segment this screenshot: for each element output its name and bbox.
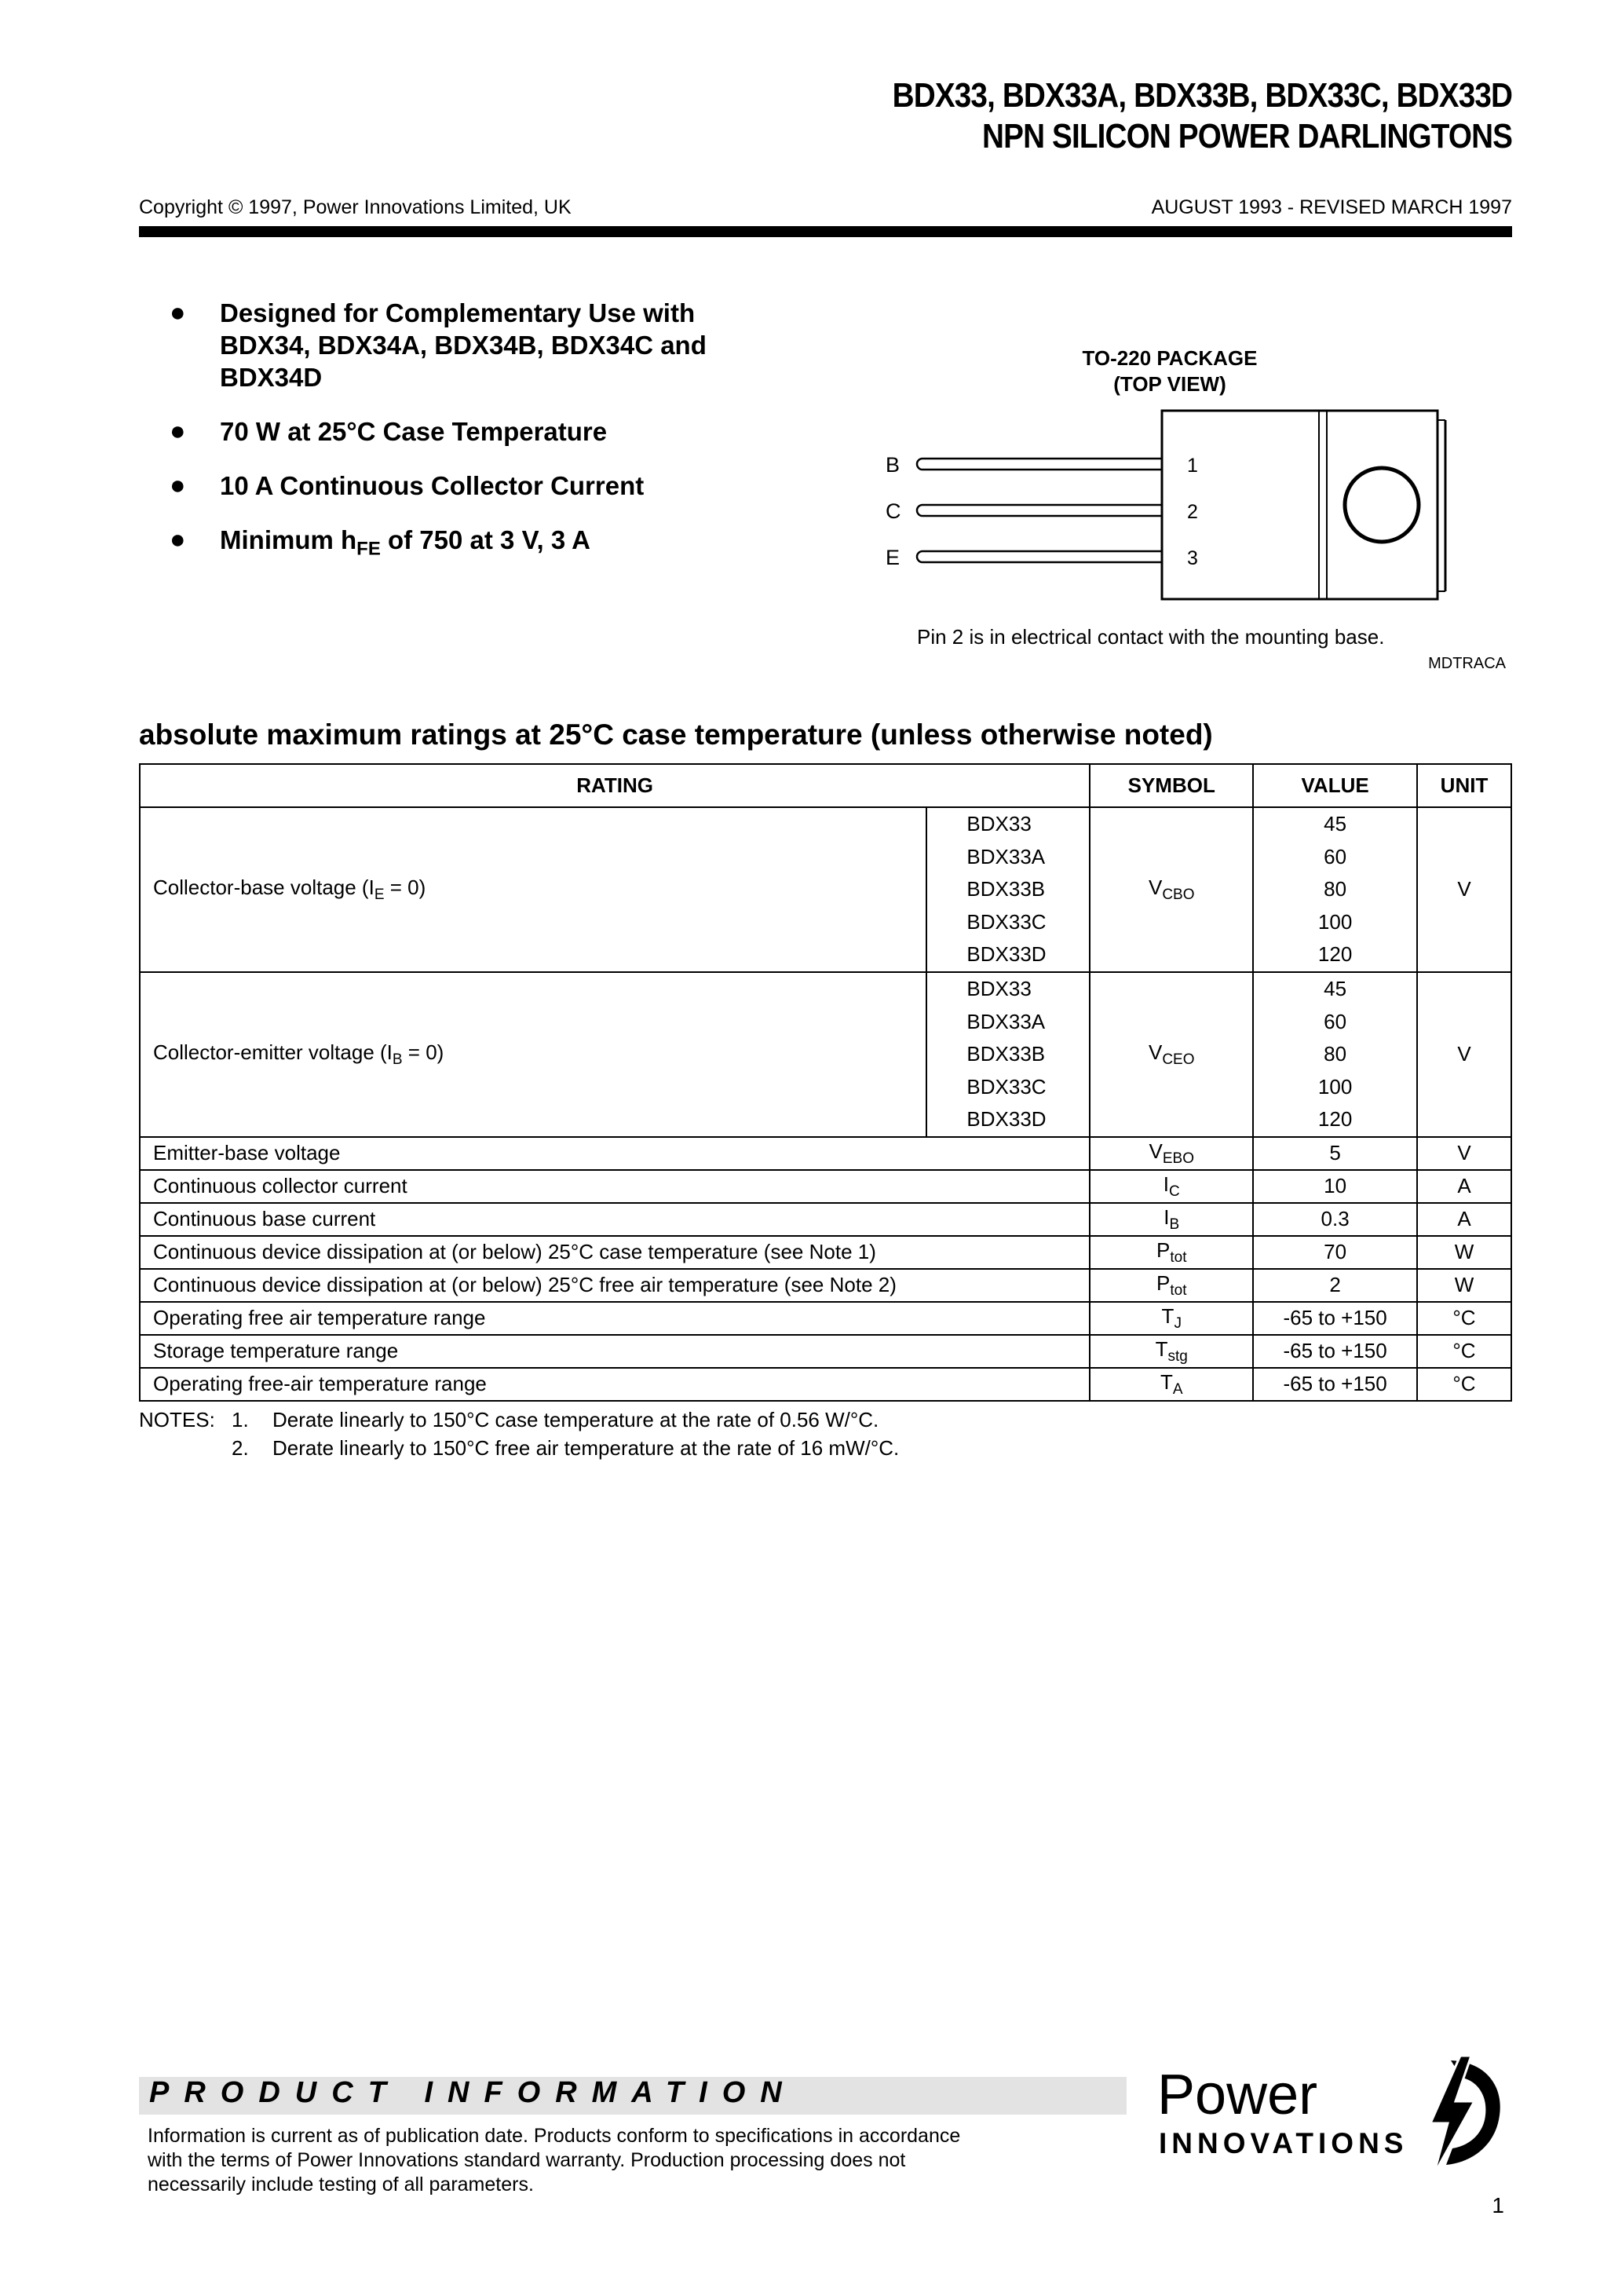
symbol-main: V	[1149, 1139, 1163, 1163]
pin-letter-c: C	[886, 499, 901, 523]
package-note: Pin 2 is in electrical contact with the mounting base.	[917, 625, 1385, 649]
lead-c	[917, 505, 1162, 516]
note-text: Derate linearly to 150°C free air temperature at the rate of 16 mW/°C.	[272, 1436, 900, 1460]
section-title: absolute maximum ratings at 25°C case temperature (unless otherwise noted)	[139, 718, 1213, 751]
feature-line: BDX34, BDX34A, BDX34B, BDX34C and	[220, 331, 707, 360]
info-line: Information is current as of publication date. Products conform to specifications in accordance	[148, 2125, 961, 2147]
bullet-icon: ●	[170, 298, 186, 327]
product-information-heading: PRODUCT INFORMATION	[149, 2076, 797, 2109]
lead-e	[917, 551, 1162, 562]
bullet-icon: ●	[170, 416, 186, 446]
page-number: 1	[1492, 2193, 1504, 2217]
column-header-unit: UNIT	[1417, 764, 1511, 807]
unit-cell: A	[1417, 1170, 1511, 1203]
feature-item	[170, 524, 766, 565]
rating-label: Continuous device dissipation at (or below) 25°C free air temperature (see Note 2)	[140, 1269, 1090, 1302]
value-item: 80	[1324, 877, 1347, 901]
drawing-code: MDTRACA	[1428, 655, 1506, 672]
note-number: 1.	[232, 1408, 249, 1431]
value-item: 100	[1317, 909, 1353, 934]
device-name: BDX33C	[966, 1074, 1047, 1099]
device-list	[926, 807, 1090, 972]
unit-cell: °C	[1417, 1335, 1511, 1368]
symbol-cell	[1090, 1203, 1253, 1236]
package-body	[1162, 411, 1438, 599]
device-name: BDX33	[966, 976, 1032, 1000]
rating-label	[140, 972, 926, 1137]
value-cell: 10	[1253, 1170, 1417, 1203]
symbol-cell	[1090, 807, 1253, 972]
package-title-line: TO-220 PACKAGE	[1082, 346, 1258, 370]
value-list	[1253, 972, 1417, 1137]
device-name: BDX33B	[966, 1042, 1046, 1066]
value-item: 45	[1324, 976, 1347, 1000]
pin-letter-b: B	[886, 453, 901, 477]
symbol-cell	[1090, 1302, 1253, 1335]
table-row	[140, 1170, 1511, 1203]
rating-label-sub: E	[374, 887, 385, 904]
table-header-row	[140, 764, 1511, 807]
value-item: 60	[1324, 844, 1347, 868]
value-item: 120	[1317, 1107, 1353, 1132]
symbol-sub: tot	[1170, 1282, 1187, 1300]
symbol-main: T	[1155, 1336, 1168, 1361]
pin-letter-e: E	[886, 546, 901, 569]
rating-label: Operating free air temperature range	[140, 1302, 1090, 1335]
notes	[139, 1406, 899, 1462]
symbol-cell	[1090, 1236, 1253, 1269]
feature-line: Designed for Complementary Use with	[220, 298, 696, 327]
note-number: 2.	[232, 1436, 249, 1460]
value-item: 45	[1324, 812, 1347, 835]
info-line: necessarily include testing of all parameters.	[148, 2174, 534, 2195]
title-line-2: NPN SILICON POWER DARLINGTONS	[981, 117, 1512, 155]
rating-label-sub: B	[392, 1051, 403, 1069]
value-item: 80	[1324, 1042, 1347, 1066]
feature-text: 10 A Continuous Collector Current	[220, 471, 645, 500]
unit-cell: W	[1417, 1236, 1511, 1269]
pin-number-2: 2	[1187, 501, 1198, 523]
value-cell: 70	[1253, 1236, 1417, 1269]
value-item: 100	[1317, 1074, 1353, 1099]
symbol-main: I	[1163, 1172, 1169, 1196]
column-header-rating: RATING	[140, 764, 1090, 807]
symbol-sub: C	[1169, 1183, 1180, 1201]
symbol-sub: tot	[1170, 1249, 1187, 1267]
symbol-main: T	[1160, 1369, 1173, 1394]
unit-cell: A	[1417, 1203, 1511, 1236]
device-name: BDX33A	[966, 1009, 1046, 1033]
power-innovations-logo	[1154, 2053, 1507, 2178]
symbol-sub: EBO	[1162, 1150, 1194, 1168]
symbol-main: I	[1164, 1205, 1170, 1229]
value-cell: -65 to +150	[1253, 1335, 1417, 1368]
rating-label: Storage temperature range	[140, 1335, 1090, 1368]
table-row	[140, 1302, 1511, 1335]
package-title	[1044, 345, 1295, 397]
symbol-sub: CEO	[1162, 1051, 1195, 1069]
revision-date: AUGUST 1993 - REVISED MARCH 1997	[1151, 196, 1512, 218]
rating-label-part: = 0)	[402, 1040, 444, 1064]
document-title	[893, 75, 1512, 157]
column-header-value: VALUE	[1253, 764, 1417, 807]
bullet-icon: ●	[170, 470, 186, 500]
note-row	[139, 1434, 899, 1462]
symbol-cell	[1090, 1269, 1253, 1302]
feature-subscript: FE	[356, 538, 381, 560]
table-row	[140, 1203, 1511, 1236]
device-name: BDX33D	[966, 1107, 1047, 1132]
header-rule	[139, 226, 1512, 237]
value-cell: 2	[1253, 1269, 1417, 1302]
symbol-cell	[1090, 1170, 1253, 1203]
package-title-line: (TOP VIEW)	[1113, 372, 1226, 396]
rating-label: Continuous collector current	[140, 1170, 1090, 1203]
table-row	[140, 1335, 1511, 1368]
symbol-sub: CBO	[1162, 887, 1195, 904]
device-name: BDX33B	[966, 877, 1046, 901]
symbol-sub: B	[1169, 1216, 1180, 1234]
logo-word-innovations: INNOVATIONS	[1159, 2127, 1408, 2159]
rating-label: Operating free-air temperature range	[140, 1368, 1090, 1401]
value-cell: -65 to +150	[1253, 1368, 1417, 1401]
notes-label: NOTES:	[139, 1408, 215, 1431]
rating-label: Continuous device dissipation at (or below) 25°C case temperature (see Note 1)	[140, 1236, 1090, 1269]
value-item: 60	[1324, 1009, 1347, 1033]
device-list	[926, 972, 1090, 1137]
unit-cell: W	[1417, 1269, 1511, 1302]
value-item: 120	[1317, 942, 1353, 967]
feature-line: BDX34D	[220, 363, 323, 392]
symbol-sub: A	[1172, 1381, 1183, 1398]
symbol-cell	[1090, 1137, 1253, 1170]
symbol-main: P	[1156, 1238, 1171, 1262]
note-text: Derate linearly to 150°C case temperature at the rate of 0.56 W/°C.	[272, 1408, 879, 1431]
symbol-cell	[1090, 1368, 1253, 1401]
value-list	[1253, 807, 1417, 972]
bullet-icon: ●	[170, 525, 186, 554]
rating-label-part: Collector-emitter voltage (I	[153, 1040, 393, 1064]
rating-label: Continuous base current	[140, 1203, 1090, 1236]
device-name: BDX33D	[966, 942, 1047, 967]
unit-cell: V	[1417, 972, 1511, 1137]
feature-list	[170, 297, 766, 587]
feature-part: Minimum h	[220, 525, 357, 554]
column-header-symbol: SYMBOL	[1090, 764, 1253, 807]
feature-text	[220, 524, 590, 565]
to220-package-diagram	[879, 404, 1476, 609]
info-line: with the terms of Power Innovations standard warranty. Production processing does not	[148, 2149, 906, 2171]
note-row	[139, 1406, 899, 1434]
table-row	[140, 1236, 1511, 1269]
product-information-text	[148, 2124, 1113, 2197]
symbol-sub: J	[1174, 1315, 1182, 1333]
table-row	[140, 1368, 1511, 1401]
device-name: BDX33	[966, 812, 1032, 835]
rating-label-part: Collector-base voltage (I	[153, 875, 374, 899]
unit-cell: °C	[1417, 1302, 1511, 1335]
table-row	[140, 1137, 1511, 1170]
value-cell: 0.3	[1253, 1203, 1417, 1236]
device-name: BDX33A	[966, 844, 1046, 868]
mounting-hole	[1345, 468, 1419, 542]
symbol-cell	[1090, 972, 1253, 1137]
feature-text: 70 W at 25°C Case Temperature	[220, 417, 608, 446]
table-row	[140, 1269, 1511, 1302]
feature-text	[220, 297, 707, 393]
ratings-table	[139, 763, 1512, 1402]
feature-item	[170, 415, 766, 448]
logo-word-power: Power	[1157, 2064, 1318, 2126]
device-name: BDX33C	[966, 909, 1047, 934]
symbol-main: V	[1148, 875, 1163, 899]
symbol-main: P	[1156, 1270, 1171, 1295]
value-cell: -65 to +150	[1253, 1302, 1417, 1335]
value-cell: 5	[1253, 1137, 1417, 1170]
unit-cell: °C	[1417, 1368, 1511, 1401]
unit-cell: V	[1417, 807, 1511, 972]
feature-part: of 750 at 3 V, 3 A	[380, 525, 591, 554]
lead-b	[917, 459, 1162, 470]
symbol-main: V	[1148, 1040, 1163, 1064]
table-row-vcbo	[140, 807, 1511, 972]
feature-item	[170, 470, 766, 502]
copyright: Copyright © 1997, Power Innovations Limited, UK	[139, 196, 572, 218]
title-line-1: BDX33, BDX33A, BDX33B, BDX33C, BDX33D	[892, 76, 1512, 115]
symbol-cell	[1090, 1335, 1253, 1368]
table-row-vceo	[140, 972, 1511, 1137]
pin-number-3: 3	[1187, 547, 1198, 569]
rating-label: Emitter-base voltage	[140, 1137, 1090, 1170]
rating-label-part: = 0)	[384, 875, 426, 899]
rating-label	[140, 807, 926, 972]
unit-cell: V	[1417, 1137, 1511, 1170]
feature-item	[170, 297, 766, 393]
pin-number-1: 1	[1187, 455, 1198, 477]
symbol-sub: stg	[1167, 1348, 1188, 1366]
symbol-main: T	[1161, 1303, 1174, 1328]
